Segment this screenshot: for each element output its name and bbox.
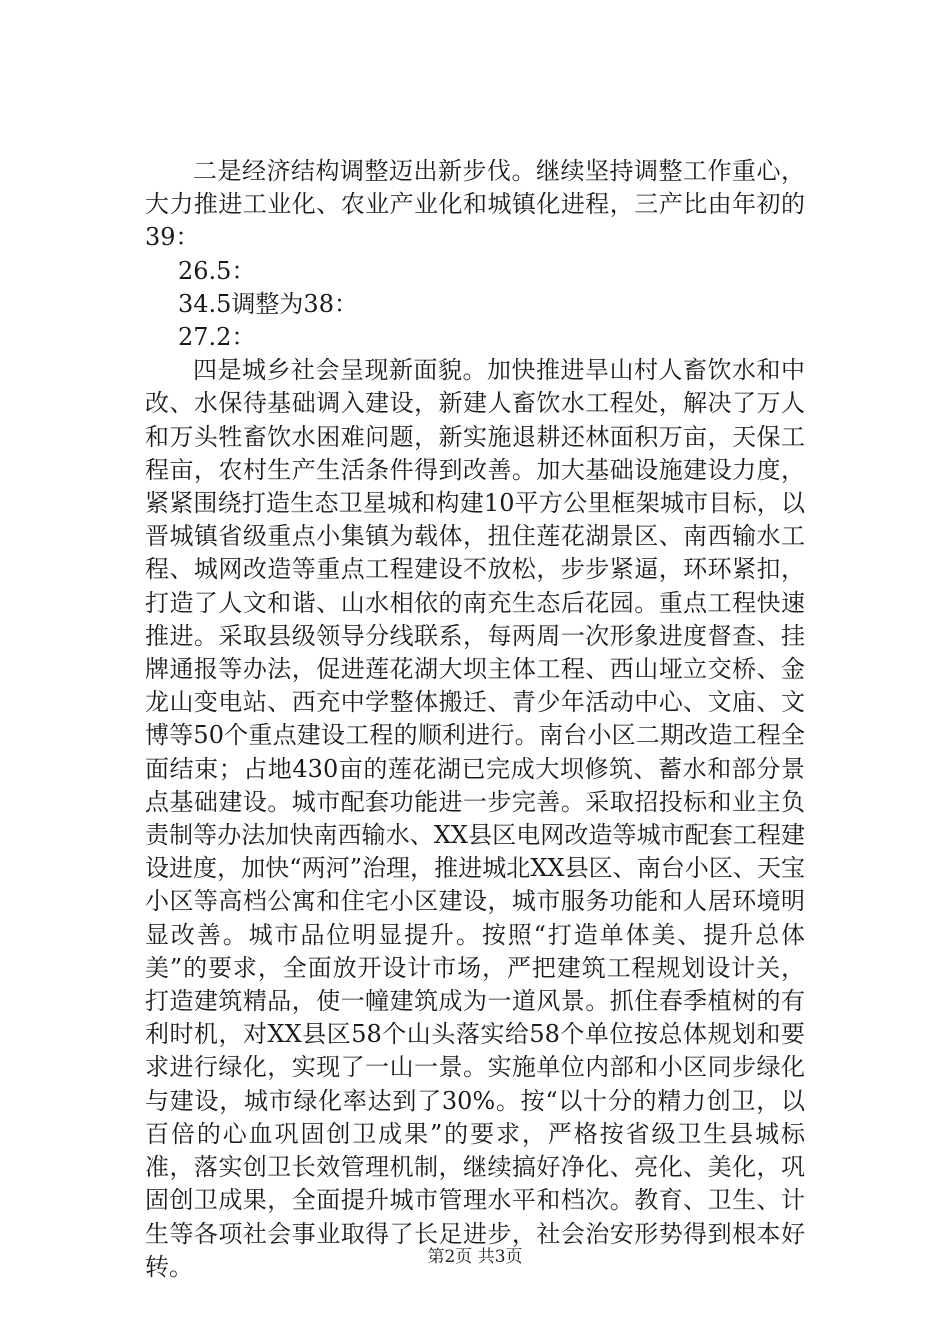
document-body (145, 155, 805, 1284)
ratio-line-1: 26.5： (178, 256, 256, 285)
page-footer: 第2页 共3页 (427, 1247, 523, 1267)
ratio-line-2: 34.5调整为38： (178, 289, 358, 318)
paragraph-economic-structure: 二是经济结构调整迈出新步伐。继续坚持调整工作重心，大力推进工业化、农业产业化和城镇化进程，三产比由年初的39： (145, 157, 805, 252)
paragraph-urban-rural: 四是城乡社会呈现新面貌。加快推进旱山村人畜饮水和中改、水保待基础调入建设，新建人畜饮水工程处，解决了万人和万头牲畜饮水困难问题，新实施退耕还林面积万亩，天保工程亩，农村生产生活条件得到改善。加大基础设施建设力度，紧紧围绕打造生态卫星城和构建10平方公里框架城市目标，以晋城镇省级重点小集镇为载体，扭住莲花湖景区、南西输水工程、城网改造等重点工程建设不放松，步步紧逼，环环紧扣，打造了人文和谐、山水相依的南充生态后花园。重点工程快速推进。采取县级领导分线联系，每两周一次形象进度督查、挂牌通报等办法，促进莲花湖大坝主体工程、西山垭立交桥、金龙山变电站、西充中学整体搬迁、青少年活动中心、文庙、文博等50个重点建设工程的顺利进行。南台小区二期改造工程全面结束；占地430亩的莲花湖已完成大坝修筑、蓄水和部分景点基础建设。城市配套功能进一步完善。采取招投标和业主负责制等办法加快南西输水、XX县区电网改造等城市配套工程建设进度，加快“两河”治理，推进城北XX县区、南台小区、天宝小区等高档公寓和住宅小区建设，城市服务功能和人居环境明显改善。城市品位明显提升。按照“打造单体美、提升总体美”的要求，全面放开设计市场，严把建筑工程规划设计关，打造建筑精品，使一幢建筑成为一道风景。抓住春季植树的有利时机，对XX县区58个山头落实给58个单位按总体规划和要求进行绿化，实现了一山一景。实施单位内部和小区同步绿化与建设，城市绿化率达到了30%。按“以十分的精力创卫，以百倍的心血巩固创卫成果”的要求，严格按省级卫生县城标准，落实创卫长效管理机制，继续搞好净化、亮化、美化，巩固创卫成果，全面提升城市管理水平和档次。教育、卫生、计生等各项社会事业取得了长足进步，社会治安形势得到根本好转。 (145, 356, 805, 1281)
ratio-line-3: 27.2： (178, 323, 256, 352)
